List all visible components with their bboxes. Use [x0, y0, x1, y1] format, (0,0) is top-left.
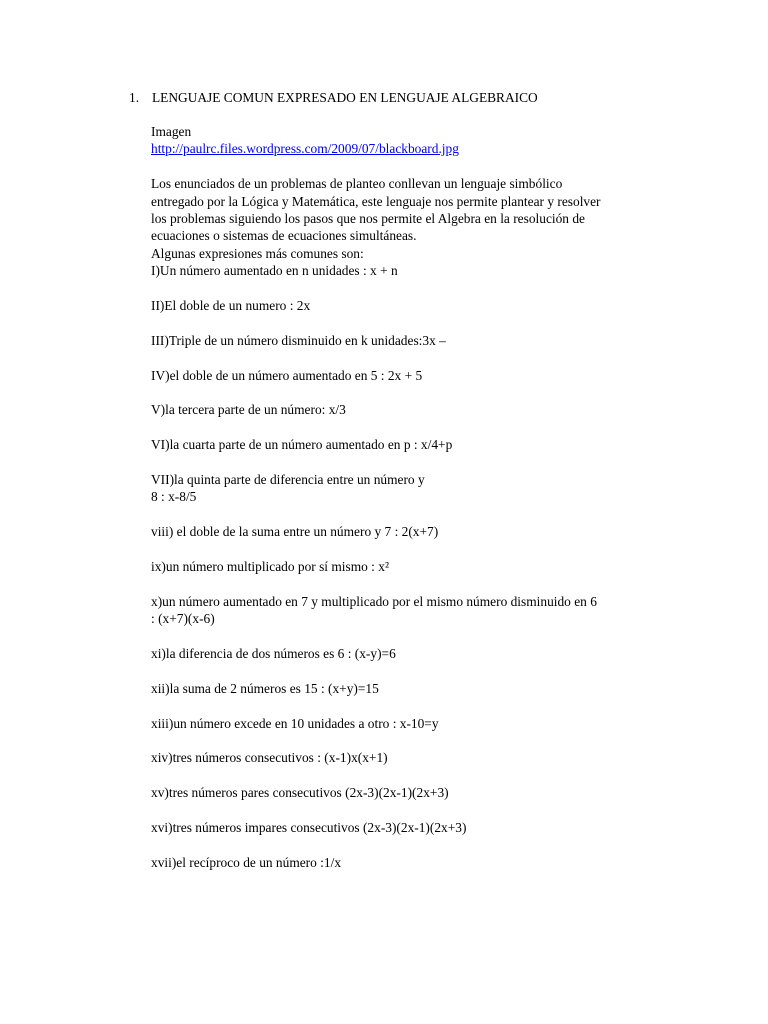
list-item-viii: viii) el doble de la suma entre un número y 7 : 2(x+7) — [151, 524, 439, 540]
intro-line: Algunas expresiones más comunes son: — [151, 245, 364, 261]
image-link[interactable]: http://paulrc.files.wordpress.com/2009/07/blackboard.jpg — [151, 141, 459, 157]
list-item-i: I)Un número aumentado en n unidades : x + n — [151, 263, 398, 279]
intro-line: los problemas siguiendo los pasos que nos permite el Algebra en la resolución de — [151, 211, 585, 227]
list-item-x: x)un número aumentado en 7 y multiplicado por el mismo número disminuido en 6 — [151, 593, 597, 609]
list-item-x-cont: : (x+7)(x-6) — [151, 611, 215, 627]
intro-line: entregado por la Lógica y Matemática, este lenguaje nos permite plantear y resolver — [151, 193, 601, 209]
list-item-xvii: xvii)el recíproco de un número :1/x — [151, 854, 342, 870]
section-heading — [129, 89, 538, 106]
list-item-xvi: xvi)tres números impares consecutivos (2x-3)(2x-1)(2x+3) — [151, 820, 467, 835]
section-title: LENGUAJE COMUN EXPRESADO EN LENGUAJE ALGEBRAICO — [152, 90, 538, 105]
intro-line: Los enunciados de un problemas de planteo conllevan un lenguaje simbólico — [151, 176, 563, 192]
list-item-iii: III)Triple de un número disminuido en k unidades:3x – — [151, 332, 446, 348]
list-item-ii: II)El doble de un numero : 2x — [151, 298, 311, 314]
list-item-vi: VI)la cuarta parte de un número aumentado en p : x/4+p — [151, 437, 453, 453]
document-body — [151, 123, 671, 871]
list-item-vii: VII)la quinta parte de diferencia entre un número y — [151, 472, 425, 488]
list-item-iv: IV)el doble de un número aumentado en 5 : 2x + 5 — [151, 367, 423, 383]
intro-line: ecuaciones o sistemas de ecuaciones simultáneas. — [151, 228, 417, 244]
list-item-ix: ix)un número multiplicado por sí mismo : x² — [151, 559, 389, 575]
list-item-xiii: xiii)un número excede en 10 unidades a otro : x-10=y — [151, 715, 439, 731]
list-item-vii-cont: 8 : x-8/5 — [151, 489, 197, 505]
list-item-xi: xi)la diferencia de dos números es 6 : (x-y)=6 — [151, 646, 396, 662]
section-number: 1. — [129, 90, 140, 105]
list-item-xiv: xiv)tres números consecutivos : (x-1)x(x+1) — [151, 750, 388, 766]
list-item-xv: xv)tres números pares consecutivos (2x-3)(2x-1)(2x+3) — [151, 785, 449, 801]
image-label: Imagen — [151, 124, 192, 139]
list-item-xii: xii)la suma de 2 números es 15 : (x+y)=15 — [151, 680, 379, 696]
list-item-v: V)la tercera parte de un número: x/3 — [151, 402, 346, 418]
